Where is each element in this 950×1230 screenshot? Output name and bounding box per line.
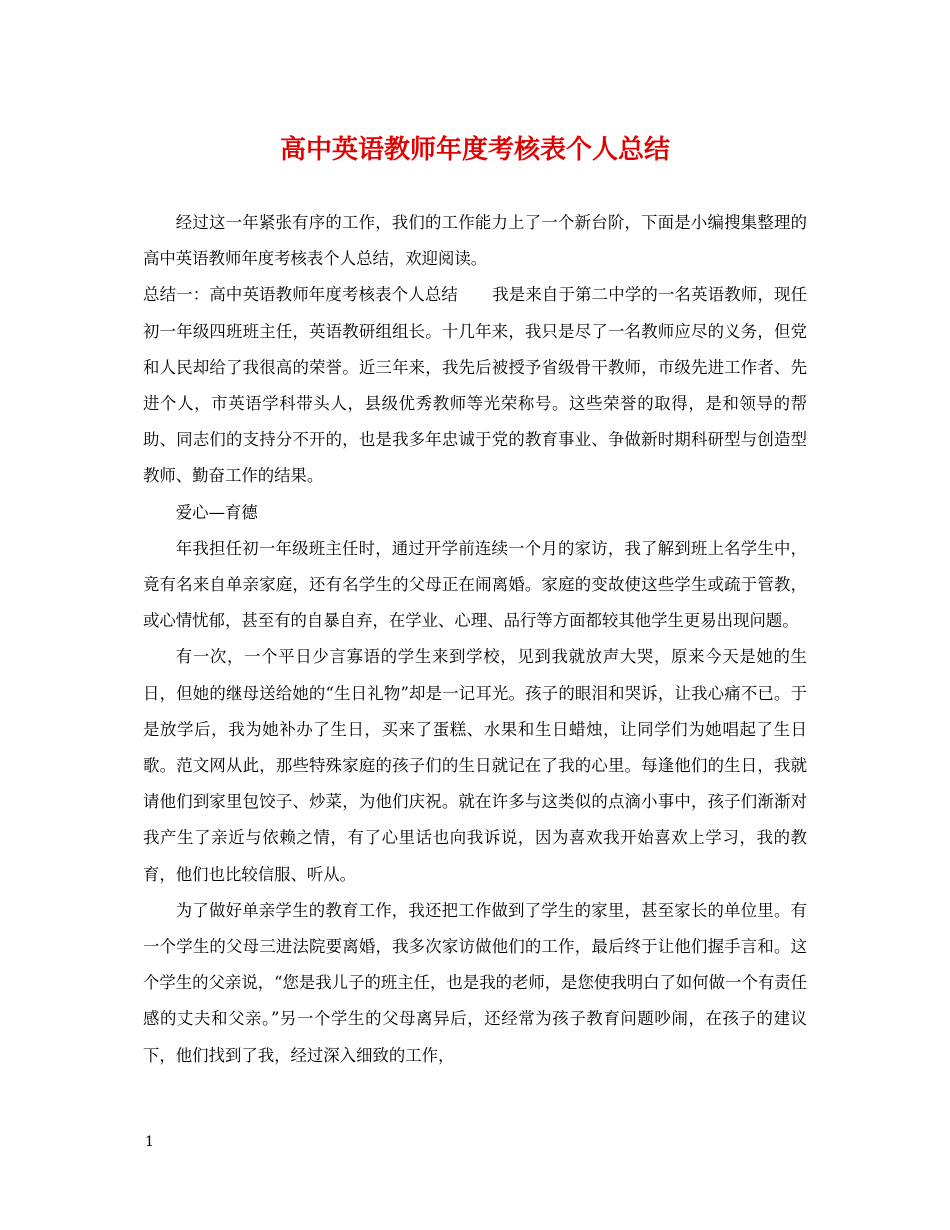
page-number: 1 bbox=[145, 1134, 154, 1150]
body-paragraph-3: 为了做好单亲学生的教育工作，我还把工作做到了学生的家里，甚至家长的单位里。有一个学生的父母三进法院要离婚，我多次家访做他们的工作，最后终于让他们握手言和。这个学生的父亲说，“您是我儿子的班主任，也是我的老师，是您使我明白了如何做一个有责任感的丈夫和父亲。”另一个学生的父母离异后，还经常为孩子教育问题吵闹，在孩子的建议下，他们找到了我，经过深入细致的工作， bbox=[143, 900, 808, 1065]
document-body bbox=[143, 205, 807, 1074]
document-title: 高中英语教师年度考核表个人总结 bbox=[279, 135, 670, 165]
summary-text: 我是来自于第二中学的一名英语教师，现任初一年级四班班主任，英语教研组组长。十几年来，我只是尽了一名教师应尽的义务，但党和人民却给了我很高的荣誉。近三年来，我先后被授予省级骨干教师，市级先进工作者、先进个人，市英语学科带头人，县级优秀教师等光荣称号。这些荣誉的取得，是和领导的帮助、同志们的支持分不开的，也是我多年忠诚于党的教育事业、争做新时期科研型与创造型教师、勤奋工作的结果。 bbox=[143, 285, 807, 486]
body-paragraph-2: 有一次，一个平日少言寡语的学生来到学校，见到我就放声大哭，原来今天是她的生日，但她的继母送给她的“生日礼物”却是一记耳光。孩子的眼泪和哭诉，让我心痛不已。于是放学后，我为她补办了生日，买来了蛋糕、水果和生日蜡烛，让同学们为她唱起了生日歌。范文网从此，那些特殊家庭的孩子们的生日就记在了我的心里。每逢他们的生日，我就请他们到家里包饺子、炒菜，为他们庆祝。就在许多与这类似的点滴小事中，孩子们渐渐对我产生了亲近与依赖之情，有了心里话也向我诉说，因为喜欢我开始喜欢上学习，我的教育，他们也比较信服、听从。 bbox=[143, 647, 807, 884]
summary-paragraph bbox=[143, 277, 807, 494]
intro-paragraph: 经过这一年紧张有序的工作，我们的工作能力上了一个新台阶，下面是小编搜集整理的高中英语教师年度考核表个人总结，欢迎阅读。 bbox=[143, 213, 807, 269]
summary-heading: 总结一：高中英语教师年度考核表个人总结 bbox=[143, 285, 458, 305]
section-heading: 爱心—育德 bbox=[175, 502, 258, 522]
body-paragraph-1: 年我担任初一年级班主任时，通过开学前连续一个月的家访，我了解到班上名学生中，竟有名来自单亲家庭，还有名学生的父母正在闹离婚。家庭的变故使这些学生或疏于管教，或心情忧郁，甚至有的自暴自弃，在学业、心理、品行等方面都较其他学生更易出现问题。 bbox=[143, 538, 807, 631]
